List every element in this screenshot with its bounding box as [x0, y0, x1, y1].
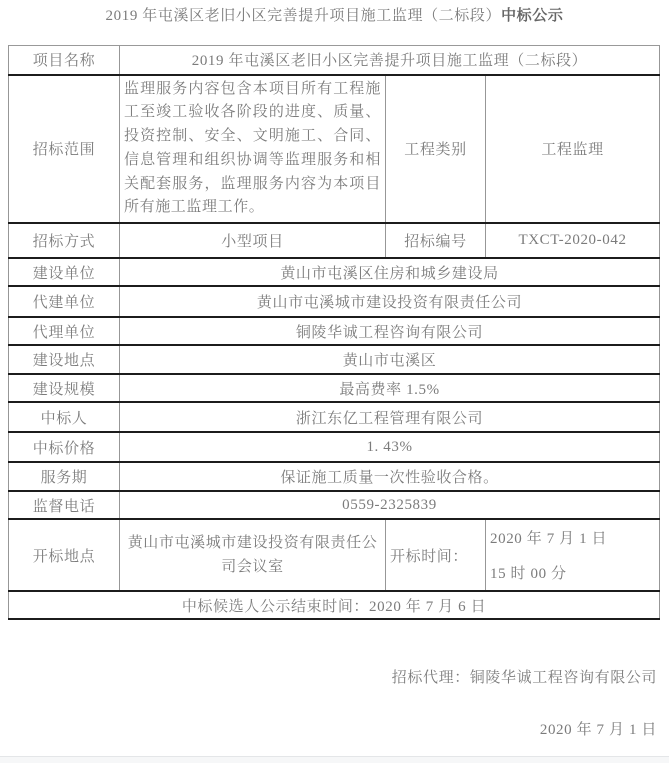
footer-publish-date: 2020 年 7 月 1 日 — [539, 722, 657, 739]
agency-unit-value: 铜陵华诚工程咨询有限公司 — [120, 317, 660, 345]
winning-price-value: 1. 43% — [120, 432, 660, 462]
row-supervision-phone — [9, 491, 660, 519]
construction-unit-label: 建设单位 — [9, 258, 120, 286]
row-delegated-unit — [9, 286, 660, 317]
opening-time-label: 开标时间： — [386, 519, 486, 591]
service-period-label: 服务期 — [9, 462, 120, 491]
row-scale — [9, 374, 660, 402]
document-title — [0, 0, 669, 25]
bid-number-value: TXCT-2020-042 — [486, 223, 660, 258]
bid-announcement-table — [8, 45, 660, 620]
delegated-unit-label: 代建单位 — [9, 286, 120, 317]
bid-scope-value: 监理服务内容包含本项目所有工程施工至竣工验收各阶段的进度、质量、投资控制、安全、文明施工、合同、信息管理和组织协调等监理服务和相关配套服务，监理服务内容为本项目所有施工监理工作。 — [120, 75, 386, 224]
project-name-value: 2019 年屯溪区老旧小区完善提升项目施工监理（二标段） — [120, 46, 660, 75]
row-bid-method — [9, 223, 660, 258]
supervision-phone-label: 监督电话 — [9, 491, 120, 519]
row-winner — [9, 402, 660, 432]
agency-unit-label: 代理单位 — [9, 317, 120, 345]
supervision-phone-value: 0559-2325839 — [120, 491, 660, 519]
opening-time-hour: 15 时 00 分 — [490, 566, 567, 583]
row-project-name — [9, 46, 660, 75]
bid-scope-label: 招标范围 — [9, 75, 120, 224]
scale-value: 最高费率 1.5% — [120, 374, 660, 402]
project-category-label: 工程类别 — [386, 75, 486, 224]
window-bottom-edge — [0, 756, 669, 763]
opening-location-value: 黄山市屯溪城市建设投资有限责任公司会议室 — [120, 519, 386, 591]
scale-label: 建设规模 — [9, 374, 120, 402]
bid-number-label: 招标编号 — [386, 223, 486, 258]
opening-location-label: 开标地点 — [9, 519, 120, 591]
delegated-unit-value: 黄山市屯溪城市建设投资有限责任公司 — [120, 286, 660, 317]
document-title-suffix: 中标公示 — [501, 8, 564, 24]
row-location — [9, 345, 660, 374]
row-announcement-end — [9, 591, 660, 619]
row-construction-unit — [9, 258, 660, 286]
row-bid-opening — [9, 519, 660, 591]
row-winning-price — [9, 432, 660, 462]
location-label: 建设地点 — [9, 345, 120, 374]
winning-price-label: 中标价格 — [9, 432, 120, 462]
row-bid-scope — [9, 75, 660, 224]
bid-method-value: 小型项目 — [120, 223, 386, 258]
project-category-value: 工程监理 — [486, 75, 660, 224]
row-service-period — [9, 462, 660, 491]
service-period-value: 保证施工质量一次性验收合格。 — [120, 462, 660, 491]
document-title-main: 2019 年屯溪区老旧小区完善提升项目施工监理（二标段） — [105, 8, 502, 24]
opening-time-value — [486, 519, 660, 591]
construction-unit-value: 黄山市屯溪区住房和城乡建设局 — [120, 258, 660, 286]
bid-method-label: 招标方式 — [9, 223, 120, 258]
opening-time-date: 2020 年 7 月 1 日 — [490, 531, 608, 548]
location-value: 黄山市屯溪区 — [120, 345, 660, 374]
winner-label: 中标人 — [9, 402, 120, 432]
project-name-label: 项目名称 — [9, 46, 120, 75]
winner-value: 浙江东亿工程管理有限公司 — [120, 402, 660, 432]
announcement-end-value: 中标候选人公示结束时间：2020 年 7 月 6 日 — [9, 591, 660, 619]
row-agency-unit — [9, 317, 660, 345]
footer-bidding-agent: 招标代理：铜陵华诚工程咨询有限公司 — [391, 670, 657, 687]
